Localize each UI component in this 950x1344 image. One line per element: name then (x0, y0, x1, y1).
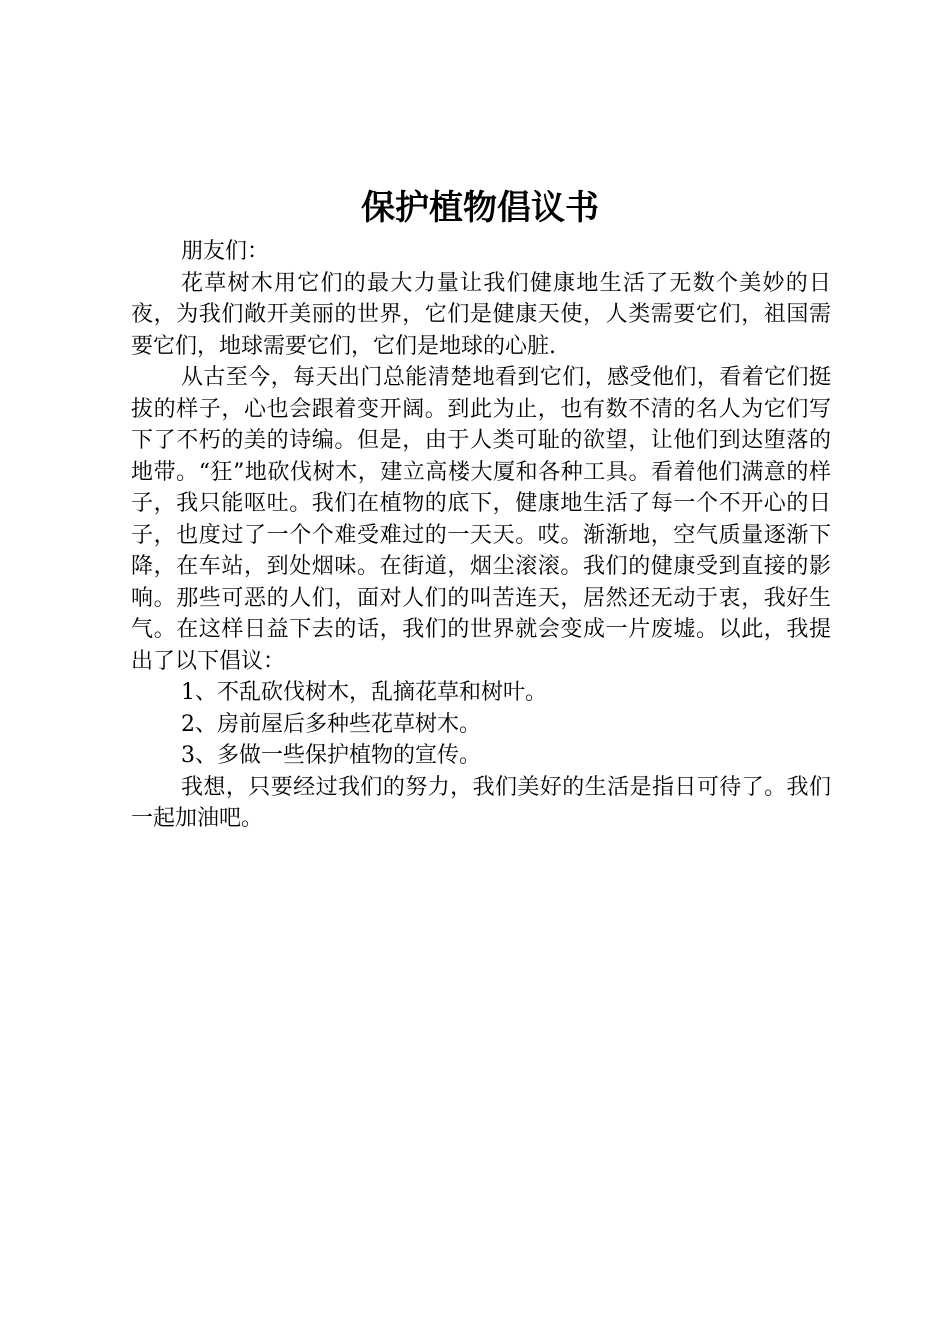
body-paragraph: 花草树木用它们的最大力量让我们健康地生活了无数个美妙的日夜，为我们敞开美丽的世界，它们是健康天使，人类需要它们，祖国需要它们，地球需要它们，它们是地球的心脏. (131, 270, 831, 359)
proposal-item: 3、多做一些保护植物的宣传。 (181, 743, 481, 768)
closing-paragraph: 我想，只要经过我们的努力，我们美好的生活是指日可待了。我们一起加油吧。 (131, 774, 831, 831)
greeting-line: 朋友们： (181, 239, 270, 264)
proposal-item: 1、不乱砍伐树木，乱摘花草和树叶。 (181, 680, 547, 705)
document-body (131, 236, 831, 835)
proposal-item: 2、房前屋后多种些花草树木。 (181, 711, 481, 737)
body-paragraph: 从古至今，每天出门总能清楚地看到它们，感受他们，看着它们挺拔的样子，心也会跟着变开阔。到此为止，也有数不清的名人为它们写下了不朽的美的诗编。但是，由于人类可耻的欲望，让他们到达堕落的地带。“狂”地砍伐树木，建立高楼大厦和各种工具。看着他们满意的样子，我只能呕吐。我们在植物的底下，健康地生活了每一个不开心的日子，也度过了一个个难受难过的一天天。哎。渐渐地，空气质量逐渐下降，在车站，到处烟味。在街道，烟尘滚滚。我们的健康受到直接的影响。那些可恶的人们，面对人们的叫苦连天，居然还无动于衷，我好生气。在这样日益下去的话，我们的世界就会变成一片废墟。以此，我提出了以下倡议： (131, 365, 831, 674)
document-title: 保护植物倡议书 (361, 188, 599, 228)
